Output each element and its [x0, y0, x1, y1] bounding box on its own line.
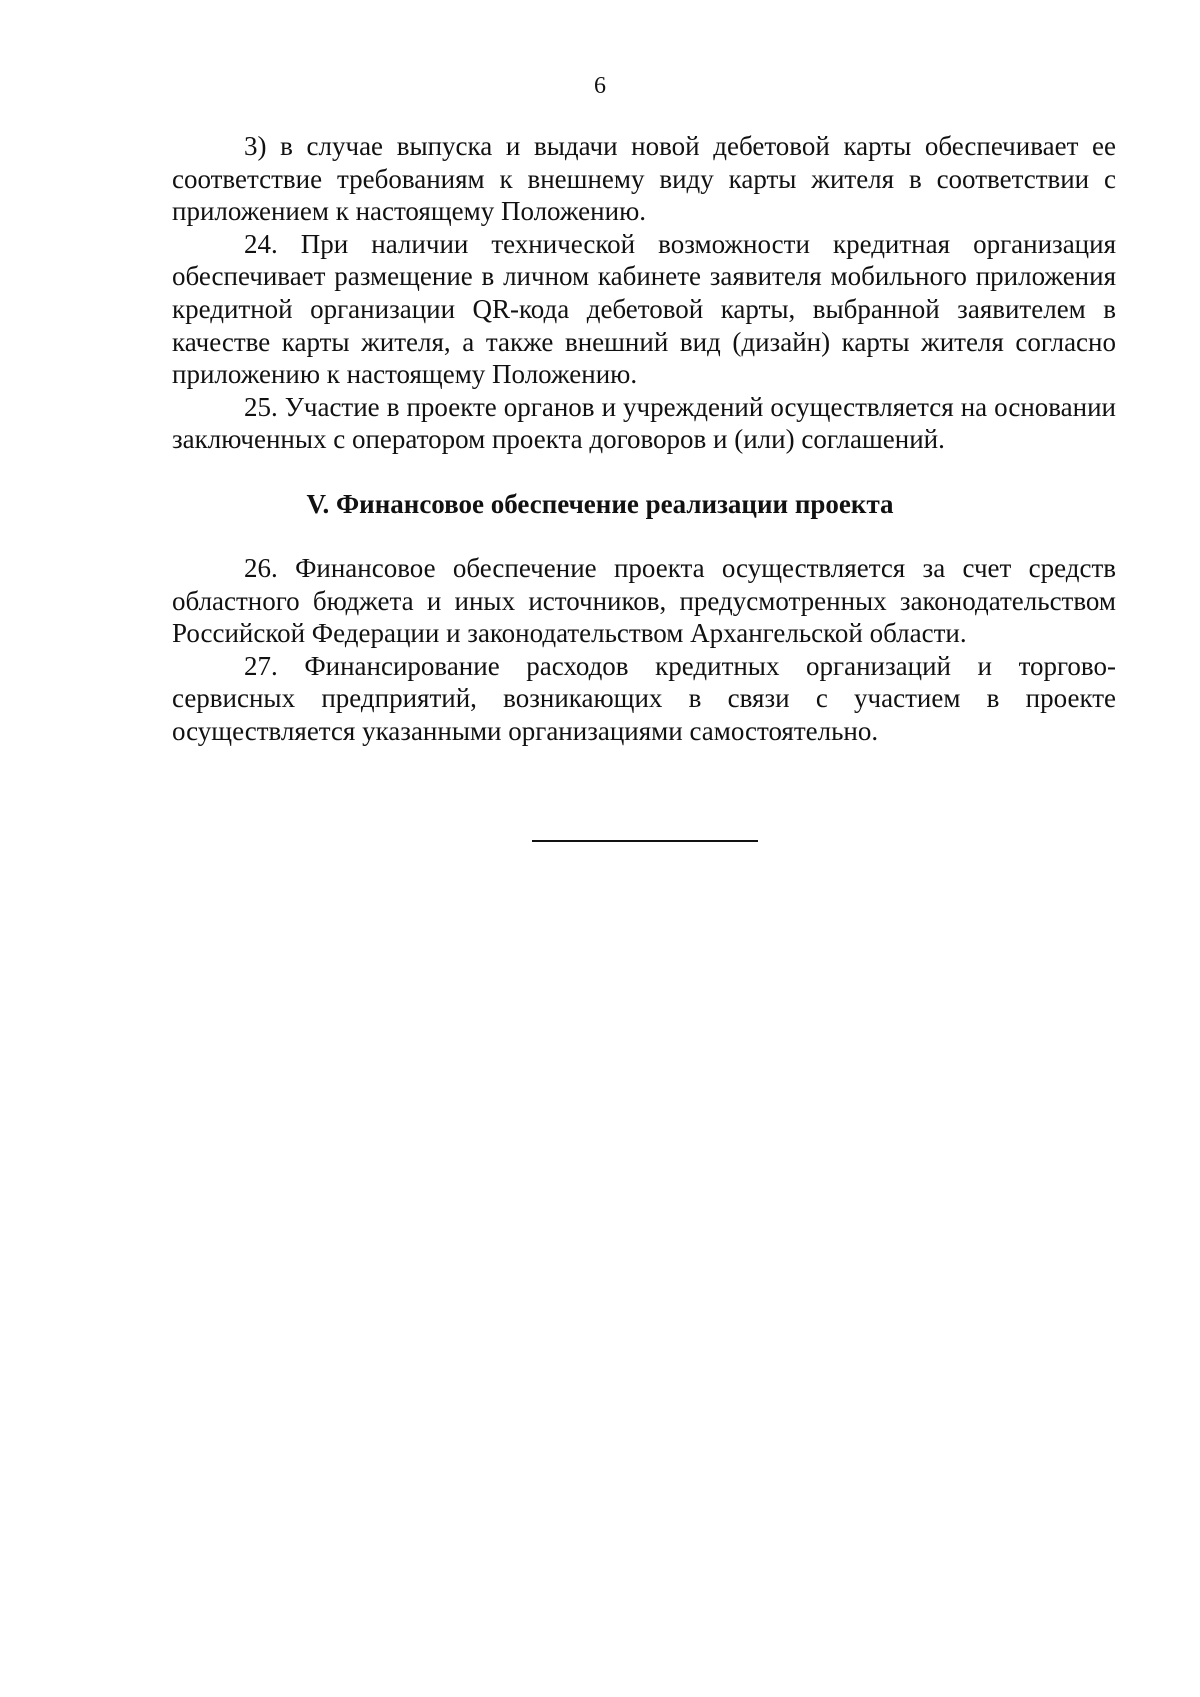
body-text-top: [172, 130, 1116, 456]
end-of-document-line: [532, 840, 758, 842]
paragraph-item-3: 3) в случае выпуска и выдачи новой дебетовой карты обеспечивает ее соответствие требованиям к внешнему виду карты жителя в соответствии с приложением к настоящему Положению.: [172, 131, 1116, 227]
section-heading: V. Финансовое обеспечение реализации проекта: [306, 489, 894, 519]
paragraph-26: 26. Финансовое обеспечение проекта осуществляется за счет средств областного бюджета и иных источников, предусмотренных законодательством Российской Федерации и законодательством Архангельской области.: [172, 553, 1116, 649]
paragraph-24: 24. При наличии технической возможности кредитная организация обеспечивает размещение в личном кабинете заявителя мобильного приложения кредитной организации QR-кода дебетовой карты, выбранной заявителем в качестве карты жителя, а также внешний вид (дизайн) карты жителя согласно приложению к настоящему Положению.: [172, 228, 1116, 390]
page-number: 6: [594, 73, 606, 99]
body-text-bottom: [172, 552, 1116, 748]
paragraph-25: 25. Участие в проекте органов и учреждений осуществляется на основании заключенных с оператором проекта договоров и (или) соглашений.: [172, 391, 1116, 455]
paragraph-27: 27. Финансирование расходов кредитных организаций и торгово-сервисных предприятий, возникающих в связи с участием в проекте осуществляется указанными организациями самостоятельно.: [172, 650, 1116, 746]
